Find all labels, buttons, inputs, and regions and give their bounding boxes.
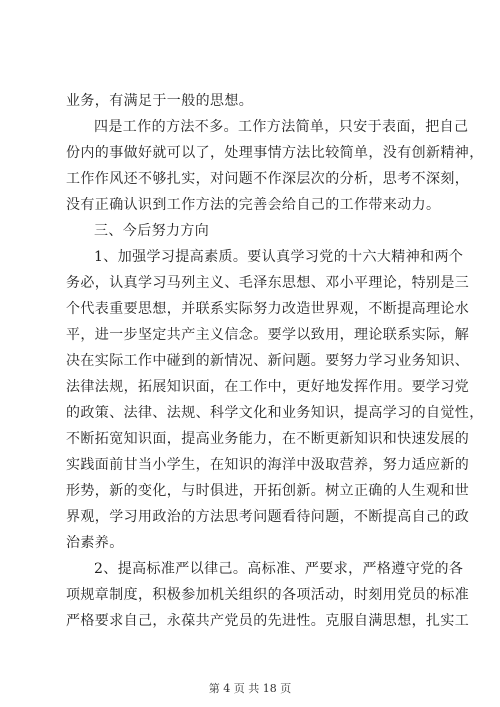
- section-heading: 三、今后努力方向: [94, 223, 210, 239]
- text-line: 界观，学习用政治的方法思考问题看待问题，不断提高自己的政: [66, 509, 470, 525]
- text-line: 决在实际工作中碰到的新情况、新问题。要努力学习业务知识、: [66, 353, 470, 369]
- text-line: 项规章制度，积极参加机关组织的各项活动，时刻用党员的标准: [66, 587, 470, 603]
- text-line: 治素养。: [66, 535, 124, 551]
- text-line: 四是工作的方法不多。工作方法简单，只安于表面，把自己: [94, 119, 469, 135]
- text-line: 工作作风还不够扎实，对问题不作深层次的分析，思考不深刻，: [66, 171, 470, 187]
- text-line: 形势，新的变化，与时俱进，开拓创新。树立正确的人生观和世: [66, 483, 470, 499]
- text-line: 2、提高标准严以律己。高标准、严要求，严格遵守党的各: [94, 561, 464, 577]
- text-line: 法律法规，拓展知识面，在工作中，更好地发挥作用。要学习党: [66, 379, 470, 395]
- text-line: 严格要求自己，永葆共产党员的先进性。克服自满思想，扎实工: [66, 613, 470, 629]
- text-line: 份内的事做好就可以了，处理事情方法比较简单，没有创新精神，: [66, 145, 484, 161]
- document-body: [66, 88, 484, 634]
- text-line: 不断拓宽知识面，提高业务能力，在不断更新知识和快速发展的: [66, 431, 470, 447]
- text-line: 个代表重要思想，并联系实际努力改造世界观，不断提高理论水: [66, 301, 470, 317]
- text-line: 务必，认真学习马列主义、毛泽东思想、邓小平理论，特别是三: [66, 275, 470, 291]
- text-line: 1、加强学习提高素质。要认真学习党的十六大精神和两个: [94, 249, 464, 265]
- text-line: 实践面前甘当小学生，在知识的海洋中汲取营养，努力适应新的: [66, 457, 470, 473]
- text-line: 平，进一步坚定共产主义信念。要学以致用，理论联系实际，解: [66, 327, 470, 343]
- text-line: 的政策、法律、法规、科学文化和业务知识，提高学习的自觉性，: [66, 405, 484, 421]
- text-line: 没有正确认识到工作方法的完善会给自己的工作带来动力。: [66, 197, 441, 213]
- page-footer: 第 4 页 共 18 页: [208, 682, 292, 695]
- text-line: 业务，有满足于一般的思想。: [66, 93, 254, 109]
